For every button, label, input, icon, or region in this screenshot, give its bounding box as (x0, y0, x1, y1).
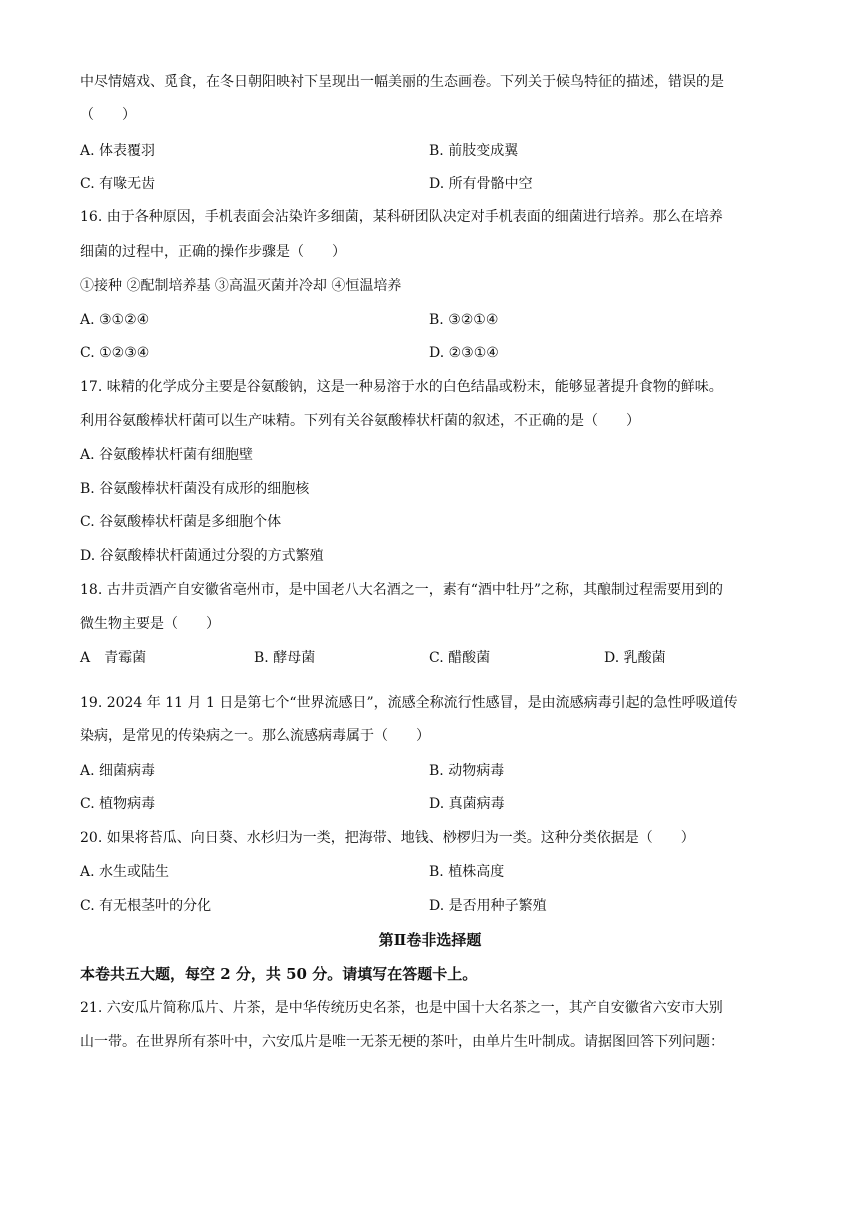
q16-option-d: D. ②③①④ (429, 345, 499, 361)
q17-option-d: D. 谷氨酸棒状杆菌通过分裂的方式繁殖 (80, 548, 324, 564)
q18-option-d: D. 乳酸菌 (604, 650, 666, 666)
q17-stem-line1: 17. 味精的化学成分主要是谷氨酸钠，这是一种易溶于水的白色结晶或粉末，能够显著提升食物的鲜味。 (80, 379, 723, 395)
q19-option-a: A. 细菌病毒 (80, 763, 156, 779)
q20-option-a: A. 水生或陆生 (80, 864, 170, 880)
q19-option-d: D. 真菌病毒 (429, 796, 505, 812)
q21-stem-line1: 21. 六安瓜片简称瓜片、片茶，是中华传统历史名茶，也是中国十大名茶之一，其产自安徽省六安市大别 (80, 1000, 723, 1016)
q17-option-a: A. 谷氨酸棒状杆菌有细胞壁 (80, 447, 254, 463)
q17-stem-line2: 利用谷氨酸棒状杆菌可以生产味精。下列有关谷氨酸棒状杆菌的叙述，不正确的是（ ） (80, 413, 640, 429)
q15-option-b: B. 前肢变成翼 (429, 143, 519, 159)
q20-stem: 20. 如果将苔瓜、向日葵、水杉归为一类，把海带、地钱、桫椤归为一类。这种分类依据是（ ） (80, 830, 695, 846)
section-instructions: 本卷共五大题，每空 2 分，共 50 分。请填写在答题卡上。 (80, 965, 478, 983)
q15-answer-blank: （ ） (80, 107, 136, 123)
q18-option-b: B. 酵母菌 (254, 650, 316, 666)
q19-option-c: C. 植物病毒 (80, 796, 156, 812)
q15-continued-text: 中尽情嬉戏、觅食，在冬日朝阳映衬下呈现出一幅美丽的生态画卷。下列关于候鸟特征的描述，错误的是 (80, 74, 724, 90)
q20-option-d: D. 是否用种子繁殖 (429, 898, 547, 914)
section-title: 第Ⅱ卷非选择题 (378, 931, 482, 949)
q16-stem-line2: 细菌的过程中，正确的操作步骤是（ ） (80, 244, 346, 260)
q18-option-c: C. 醋酸菌 (429, 650, 491, 666)
q15-option-c: C. 有喙无齿 (80, 176, 156, 192)
q20-option-c: C. 有无根茎叶的分化 (80, 898, 212, 914)
q16-steps: ①接种 ②配制培养基 ③高温灭菌并冷却 ④恒温培养 (80, 278, 402, 294)
q18-option-a: A 青霉菌 (80, 650, 147, 666)
q16-option-c: C. ①②③④ (80, 345, 150, 361)
q17-option-c: C. 谷氨酸棒状杆菌是多细胞个体 (80, 514, 282, 530)
q16-stem-line1: 16. 由于各种原因，手机表面会沾染许多细菌，某科研团队决定对手机表面的细菌进行培养。那么在培养 (80, 209, 723, 225)
q18-stem-line1: 18. 古井贡酒产自安徽省亳州市，是中国老八大名酒之一，素有“酒中牡丹”之称，其酿制过程需要用到的 (80, 582, 724, 598)
q15-option-d: D. 所有骨骼中空 (429, 176, 533, 192)
q18-stem-line2: 微生物主要是（ ） (80, 616, 220, 632)
q19-stem-line2: 染病，是常见的传染病之一。那么流感病毒属于（ ） (80, 728, 430, 744)
q20-option-b: B. 植株高度 (429, 864, 505, 880)
q19-option-b: B. 动物病毒 (429, 763, 505, 779)
q17-option-b: B. 谷氨酸棒状杆菌没有成形的细胞核 (80, 481, 310, 497)
q16-option-b: B. ③②①④ (429, 312, 499, 328)
q16-option-a: A. ③①②④ (80, 312, 150, 328)
q19-stem-line1: 19. 2024 年 11 月 1 日是第七个“世界流感日”，流感全称流行性感冒，是由流感病毒引起的急性呼吸道传 (80, 695, 738, 711)
q21-stem-line2: 山一带。在世界所有茶叶中，六安瓜片是唯一无茶无梗的茶叶，由单片生叶制成。请据图回答下列问题： (80, 1034, 724, 1050)
q15-option-a: A. 体表覆羽 (80, 143, 156, 159)
